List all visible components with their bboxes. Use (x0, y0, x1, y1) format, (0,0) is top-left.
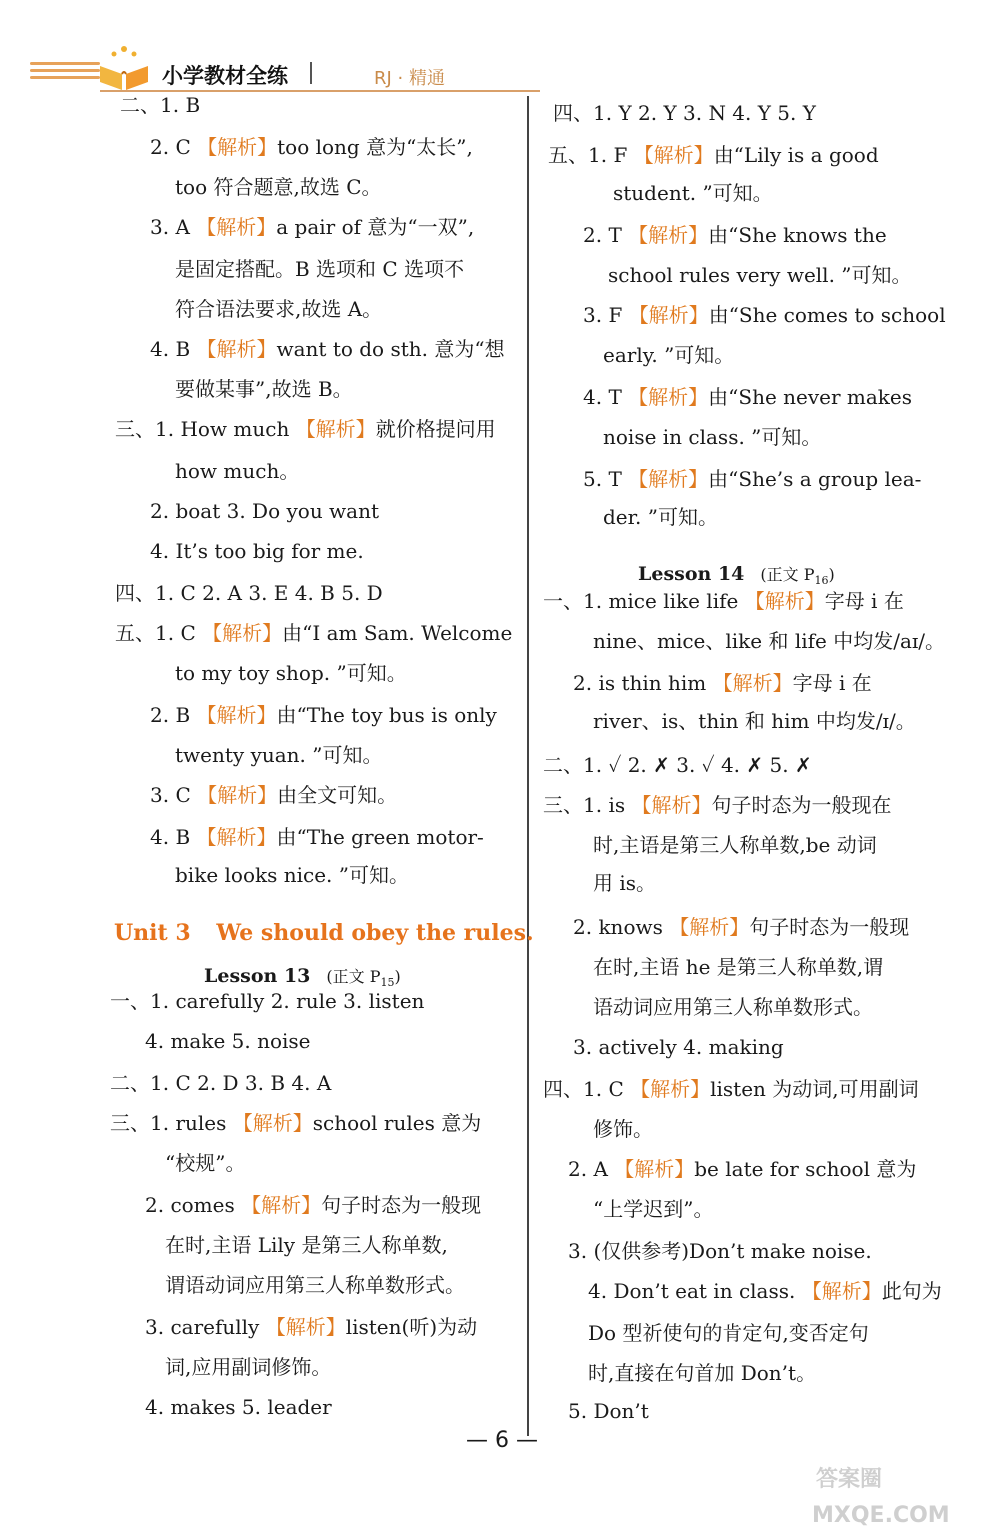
left-line (175, 174, 382, 200)
answer-text: 用 is。 (593, 871, 657, 895)
analysis-tag: 【解析】 (712, 671, 793, 695)
watermark-line1: 答案圈 (816, 1467, 883, 1492)
analysis-tag: 【解析】 (241, 1193, 322, 1217)
analysis-tag: 【解析】 (197, 783, 278, 807)
left-line (110, 988, 424, 1014)
right-line (583, 222, 887, 248)
analysis-text: 由“She never makes (708, 385, 913, 409)
right-line (543, 1076, 919, 1102)
analysis-text: 字母 i 在 (824, 589, 904, 613)
left-line (165, 1354, 331, 1380)
answer-text: 三、1. is (543, 793, 632, 817)
answer-text: 2. knows (573, 915, 670, 939)
book-title: 小学教材全练 (162, 64, 288, 88)
right-line (583, 302, 946, 328)
right-line (588, 1360, 816, 1386)
header-separator (310, 62, 312, 84)
answer-text: early. ”可知。 (603, 343, 735, 367)
left-line (145, 1394, 332, 1420)
left-line (145, 1192, 481, 1218)
analysis-tag: 【解析】 (631, 793, 712, 817)
watermark-logo (808, 1450, 978, 1530)
right-line (593, 628, 945, 654)
answer-text: 3. (仅供参考)Don’t make noise. (568, 1239, 872, 1263)
analysis-tag: 【解析】 (196, 825, 277, 849)
right-line (543, 792, 891, 818)
left-line (110, 1110, 481, 1136)
right-line (603, 342, 734, 368)
answer-text: 词,应用副词修饰。 (165, 1355, 332, 1379)
left-line (175, 296, 382, 322)
answer-text: 四、1. C 2. A 3. E 4. B 5. D (115, 581, 383, 605)
unit-heading (114, 920, 534, 946)
left-line (150, 498, 379, 524)
analysis-tag: 【解析】 (295, 417, 376, 441)
answer-text: 四、1. C (543, 1077, 631, 1101)
answer-text: 3. A (150, 215, 197, 239)
lesson-13-heading (204, 964, 401, 989)
answer-text: 4. It’s too big for me. (150, 539, 364, 563)
analysis-text: 由“She comes to school (708, 303, 946, 327)
analysis-tag: 【解析】 (633, 143, 714, 167)
answer-text: 时,直接在句首加 Don’t。 (588, 1361, 817, 1385)
edition-label: RJ · 精通 (374, 68, 445, 89)
analysis-text: too long 意为“太长”, (277, 135, 473, 159)
left-line (175, 458, 299, 484)
right-line (548, 142, 879, 168)
column-divider (527, 96, 529, 1436)
right-line (593, 708, 916, 734)
answer-text: 修饰。 (593, 1117, 653, 1141)
answer-text: 3. C (150, 783, 198, 807)
analysis-text: listen(听)为动 (345, 1315, 478, 1339)
answer-text: Do 型祈使句的肯定句,变否定句 (588, 1321, 869, 1345)
right-line (603, 504, 718, 530)
left-line (115, 620, 512, 646)
answer-text: twenty yuan. ”可知。 (175, 743, 383, 767)
lesson-13-title: Lesson 13 (204, 965, 311, 987)
answer-text: 四、1. Y 2. Y 3. N 4. Y 5. Y (553, 101, 816, 125)
right-line (588, 1278, 942, 1304)
answer-text: too 符合题意,故选 C。 (175, 175, 382, 199)
left-line (150, 336, 505, 362)
right-line (593, 870, 656, 896)
analysis-text: 由“She’s a group lea- (708, 467, 922, 491)
analysis-text: 此句为 (881, 1279, 942, 1303)
left-line (110, 1070, 331, 1096)
analysis-tag: 【解析】 (196, 215, 277, 239)
left-line (165, 1232, 448, 1258)
analysis-tag: 【解析】 (801, 1279, 882, 1303)
answer-text: 3. F (583, 303, 629, 327)
analysis-tag: 【解析】 (628, 303, 709, 327)
left-line (175, 660, 407, 686)
answer-text: 二、1. ✓ 2. ✗ 3. ✓ 4. ✗ 5. ✗ (543, 753, 812, 777)
left-line (150, 538, 364, 564)
right-line (568, 1156, 916, 1182)
right-line (588, 1320, 869, 1346)
answer-text: 符合语法要求,故选 A。 (175, 297, 383, 321)
answer-text: 5. T (583, 467, 629, 491)
answer-text: 三、1. How much (115, 417, 296, 441)
analysis-text: 由“She knows the (708, 223, 887, 247)
left-line (150, 134, 473, 160)
left-line (150, 782, 397, 808)
analysis-tag: 【解析】 (202, 621, 283, 645)
answer-text: “上学迟到”。 (593, 1197, 714, 1221)
answer-text: how much。 (175, 459, 300, 483)
analysis-text: listen 为动词,可用副词 (710, 1077, 919, 1101)
answer-text: 3. actively 4. making (573, 1035, 784, 1059)
answer-text: 5. Don’t (568, 1399, 649, 1423)
lesson-14-ref: (正文 $P_{16}$) (760, 565, 835, 588)
right-line (593, 1196, 713, 1222)
right-line (573, 914, 909, 940)
right-line (573, 670, 872, 696)
answer-text: 语动词应用第三人称单数形式。 (593, 995, 873, 1019)
answer-text: 4. makes 5. leader (145, 1395, 332, 1419)
left-line (145, 1314, 477, 1340)
answer-text: 五、1. F (548, 143, 634, 167)
analysis-tag: 【解析】 (628, 467, 709, 491)
answer-text: 三、1. rules (110, 1111, 233, 1135)
lesson-13-ref: (正文 $P_{15}$) (326, 967, 401, 990)
answer-text: 一、1. carefully 2. rule 3. listen (110, 989, 425, 1013)
analysis-tag: 【解析】 (196, 703, 277, 727)
left-line (175, 376, 353, 402)
analysis-text: 由“Lily is a good (713, 143, 879, 167)
left-line (165, 1150, 245, 1176)
left-line (120, 92, 200, 118)
answer-text: 4. make 5. noise (145, 1029, 311, 1053)
left-line (115, 580, 383, 606)
analysis-tag: 【解析】 (628, 223, 709, 247)
page-header (0, 0, 983, 100)
left-line (150, 214, 474, 240)
unit-label: Unit 3 (114, 920, 191, 946)
answer-text: 五、1. C (115, 621, 203, 645)
answer-text: nine、mice、like 和 life 中均发/aɪ/。 (593, 629, 946, 653)
answer-text: 4. B (150, 337, 197, 361)
answer-text: 4. T (583, 385, 629, 409)
open-book-icon (94, 44, 154, 92)
left-line (175, 742, 383, 768)
right-line (543, 588, 904, 614)
right-line (593, 832, 877, 858)
analysis-text: be late for school 意为 (694, 1157, 917, 1181)
answer-text: noise in class. ”可知。 (603, 425, 822, 449)
answer-text: bike looks nice. ”可知。 (175, 863, 409, 887)
answer-text: 2. C (150, 135, 198, 159)
analysis-text: 由“I am Sam. Welcome (282, 621, 513, 645)
right-line (553, 100, 816, 126)
analysis-text: 句子时态为一般现 (321, 1193, 482, 1217)
answer-text: 在时,主语 Lily 是第三人称单数, (165, 1233, 448, 1257)
answer-text: 2. T (583, 223, 629, 247)
analysis-text: 由全文可知。 (277, 783, 398, 807)
analysis-text: school rules 意为 (312, 1111, 482, 1135)
answer-text: 4. Don’t eat in class. (588, 1279, 802, 1303)
answer-text: 2. comes (145, 1193, 242, 1217)
analysis-text: 字母 i 在 (792, 671, 872, 695)
answer-text: 要做某事”,故选 B。 (175, 377, 353, 401)
right-line (583, 384, 912, 410)
lesson-14-heading (638, 562, 835, 587)
analysis-text: want to do sth. 意为“想 (276, 337, 505, 361)
answer-text: 二、1. C 2. D 3. B 4. A (110, 1071, 332, 1095)
answer-text: river、is、thin 和 him 中均发/ɪ/。 (593, 709, 916, 733)
analysis-tag: 【解析】 (614, 1157, 695, 1181)
right-line (593, 954, 883, 980)
answer-text: “校规”。 (165, 1151, 246, 1175)
right-line (593, 1116, 653, 1142)
right-line (573, 1034, 784, 1060)
page-number: — 6 — (466, 1428, 538, 1453)
right-line (593, 994, 873, 1020)
left-line (150, 702, 497, 728)
answer-text: 一、1. mice like life (543, 589, 745, 613)
analysis-tag: 【解析】 (669, 915, 750, 939)
answer-text: der. ”可知。 (603, 505, 718, 529)
answer-text: 2. A (568, 1157, 615, 1181)
analysis-tag: 【解析】 (630, 1077, 711, 1101)
analysis-text: 句子时态为一般现在 (711, 793, 892, 817)
answer-text: school rules very well. ”可知。 (608, 263, 912, 287)
answer-text: 谓语动词应用第三人称单数形式。 (165, 1273, 465, 1297)
left-line (150, 824, 484, 850)
right-line (613, 180, 773, 206)
right-line (543, 752, 812, 778)
analysis-text: a pair of 意为“一双”, (276, 215, 475, 239)
analysis-tag: 【解析】 (628, 385, 709, 409)
analysis-text: 由“The toy bus is only (276, 703, 497, 727)
answer-text: 二、1. B (120, 93, 201, 117)
answer-text: student. ”可知。 (613, 181, 773, 205)
analysis-text: 句子时态为一般现 (749, 915, 910, 939)
answer-text: 是固定搭配。B 选项和 C 选项不 (175, 257, 465, 281)
answer-text: to my toy shop. ”可知。 (175, 661, 407, 685)
answer-text: 3. carefully (145, 1315, 266, 1339)
right-line (568, 1238, 872, 1264)
answer-text: 在时,主语 he 是第三人称单数,谓 (593, 955, 884, 979)
lesson-14-title: Lesson 14 (638, 563, 745, 585)
right-line (608, 262, 912, 288)
right-line (583, 466, 921, 492)
watermark-line2: MXQE.COM (812, 1503, 950, 1528)
right-line (568, 1398, 649, 1424)
left-line (175, 862, 409, 888)
analysis-tag: 【解析】 (197, 135, 278, 159)
analysis-tag: 【解析】 (196, 337, 277, 361)
header-stripes (30, 62, 100, 86)
answer-text: 2. boat 3. Do you want (150, 499, 380, 523)
analysis-text: 由“The green motor- (276, 825, 484, 849)
answer-text: 2. is thin him (573, 671, 713, 695)
analysis-tag: 【解析】 (232, 1111, 313, 1135)
analysis-tag: 【解析】 (265, 1315, 346, 1339)
analysis-text: 就价格提问用 (375, 417, 496, 441)
left-line (165, 1272, 465, 1298)
left-line (115, 416, 496, 442)
unit-title-text: We should obey the rules. (216, 920, 534, 946)
left-line (145, 1028, 311, 1054)
answer-text: 4. B (150, 825, 197, 849)
answer-text: 时,主语是第三人称单数,be 动词 (593, 833, 877, 857)
left-line (175, 256, 464, 282)
analysis-tag: 【解析】 (744, 589, 825, 613)
right-line (603, 424, 821, 450)
answer-text: 2. B (150, 703, 197, 727)
